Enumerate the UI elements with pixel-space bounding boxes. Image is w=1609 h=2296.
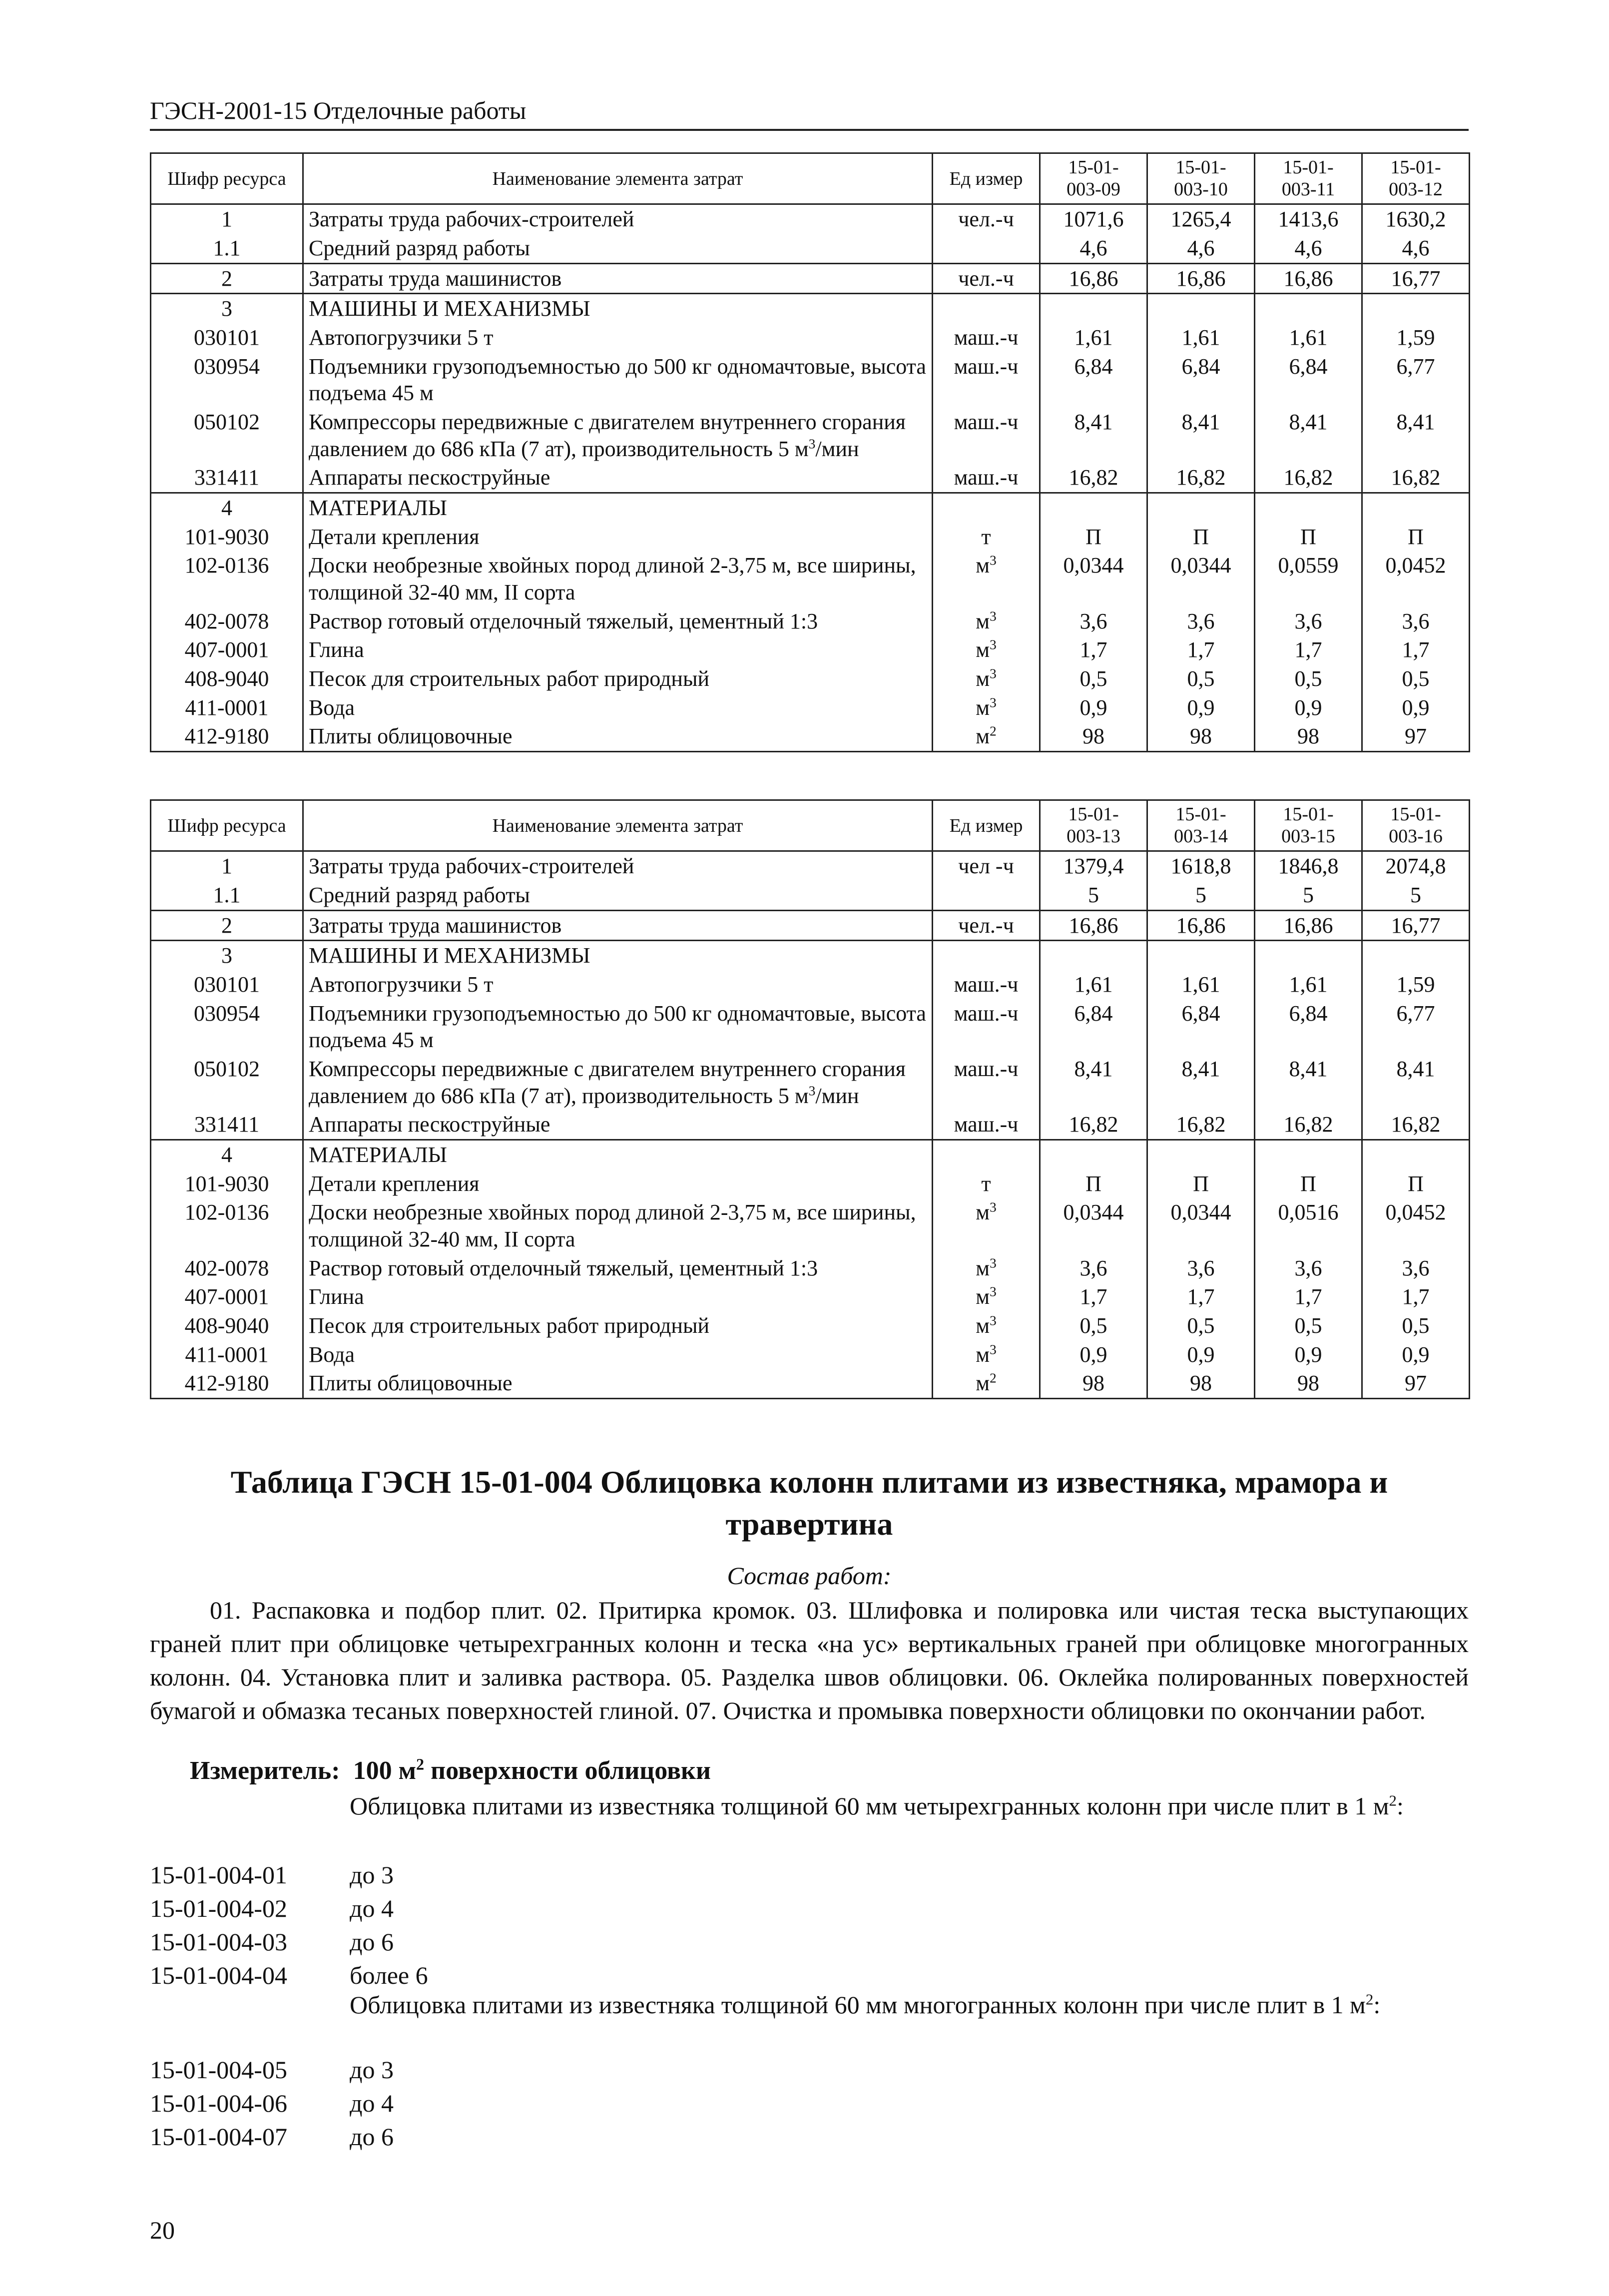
- resource-code-cell: 331411: [151, 463, 303, 493]
- norm-value-cell: 1,61: [1040, 323, 1147, 352]
- norm-value-cell: 1,7: [1040, 1282, 1147, 1311]
- norm-value-cell: 0,0516: [1255, 1198, 1362, 1253]
- norm-value-cell: 0,9: [1362, 693, 1470, 722]
- table-row: [151, 1254, 1470, 1283]
- column-header-norm-code: 15-01- 003-15: [1255, 800, 1362, 851]
- section-row: [151, 294, 1470, 323]
- resource-code-cell: 408-9040: [151, 664, 303, 693]
- resource-table-2: [150, 799, 1470, 1399]
- norm-value-cell: 0,0344: [1147, 551, 1255, 606]
- unit-cell: $м^3$: [933, 1254, 1040, 1283]
- resource-code-cell: 102-0136: [151, 551, 303, 606]
- resource-code-cell: 402-0078: [151, 607, 303, 636]
- running-header: ГЭСН-2001-15 Отделочные работы: [150, 96, 1469, 131]
- unit-cell: чел -ч: [933, 851, 1040, 881]
- cost-element-name-cell: Плиты облицовочные: [303, 1369, 933, 1398]
- norm-value-cell: 16,82: [1362, 463, 1470, 493]
- unit-cell: чел.-ч: [933, 910, 1040, 941]
- cost-element-name-cell: Затраты труда машинистов: [303, 263, 933, 294]
- cost-element-name-cell: Компрессоры передвижные с двигателем внутреннего сгорания давлением до 686 кПа (7 ат), производительность 5 $м^3$/мин: [303, 1055, 933, 1110]
- norm-value-cell: 16,77: [1362, 910, 1470, 941]
- unit-cell: $м^3$: [933, 1198, 1040, 1253]
- column-header-unit: Ед измер: [933, 800, 1040, 851]
- norm-value-cell: 6,84: [1040, 999, 1147, 1055]
- norm-value-cell: 0,5: [1040, 664, 1147, 693]
- norm-value-cell: 1413,6: [1255, 204, 1362, 234]
- unit-cell: т: [933, 1169, 1040, 1198]
- column-header-norm-code: 15-01- 003-16: [1362, 800, 1470, 851]
- norm-value-cell: 4,6: [1362, 234, 1470, 263]
- norm-value-cell: 6,84: [1040, 352, 1147, 408]
- norm-value-cell: [1255, 294, 1362, 323]
- norm-value-cell: 4,6: [1040, 234, 1147, 263]
- norm-value-cell: 0,9: [1040, 1340, 1147, 1369]
- norm-value-cell: 1265,4: [1147, 204, 1255, 234]
- unit-cell: маш.-ч: [933, 352, 1040, 408]
- norm-value-cell: П: [1255, 1169, 1362, 1198]
- norm-value-cell: 6,77: [1362, 999, 1470, 1055]
- unit-cell: чел.-ч: [933, 263, 1040, 294]
- section-title: Таблица ГЭСН 15-01-004 Облицовка колонн плитами из известняка, мрамора и травертина: [230, 1464, 1388, 1542]
- resource-code-cell: 411-0001: [151, 693, 303, 722]
- norm-value-cell: 1,7: [1255, 635, 1362, 664]
- unit-cell: маш.-ч: [933, 1055, 1040, 1110]
- norm-value-cell: 8,41: [1147, 408, 1255, 463]
- norm-value-cell: 1,7: [1147, 1282, 1255, 1311]
- norm-value-cell: 3,6: [1040, 607, 1147, 636]
- table-row: [151, 851, 1470, 881]
- norm-value-cell: 0,5: [1147, 664, 1255, 693]
- unit-cell: [933, 294, 1040, 323]
- cost-element-name-cell: Автопогрузчики 5 т: [303, 323, 933, 352]
- cost-element-name-cell: Затраты труда машинистов: [303, 910, 933, 941]
- unit-cell: $м^3$: [933, 693, 1040, 722]
- norm-value-cell: 16,86: [1255, 910, 1362, 941]
- table-row: [151, 1340, 1470, 1369]
- column-header-resource: Шифр ресурса: [151, 153, 303, 204]
- norm-value-cell: П: [1362, 523, 1470, 552]
- resource-code-cell: 407-0001: [151, 635, 303, 664]
- resource-code-cell: 412-9180: [151, 1369, 303, 1398]
- unit-cell: маш.-ч: [933, 323, 1040, 352]
- cost-element-name-cell: Песок для строительных работ природный: [303, 664, 933, 693]
- norm-value-cell: 97: [1362, 722, 1470, 751]
- resource-code-cell: 101-9030: [151, 523, 303, 552]
- table-row: [151, 204, 1470, 234]
- cost-element-name-cell: Доски необрезные хвойных пород длиной 2-3,75 м, все ширины, толщиной 32-40 мм, II сорта: [303, 551, 933, 606]
- norm-value-cell: 6,77: [1362, 352, 1470, 408]
- norm-value-cell: 3,6: [1362, 1254, 1470, 1283]
- norm-value-cell: [1040, 294, 1147, 323]
- unit-cell: [933, 234, 1040, 263]
- norm-value-cell: 3,6: [1255, 607, 1362, 636]
- unit-cell: [933, 881, 1040, 910]
- norm-value-cell: 1,61: [1147, 323, 1255, 352]
- norm-value-cell: 98: [1040, 1369, 1147, 1398]
- resource-code-cell: 2: [151, 263, 303, 294]
- norm-value-cell: 1071,6: [1040, 204, 1147, 234]
- resource-code-cell: 402-0078: [151, 1254, 303, 1283]
- norm-value-cell: [1255, 1140, 1362, 1169]
- unit-cell: т: [933, 523, 1040, 552]
- norm-value-cell: 0,9: [1255, 1340, 1362, 1369]
- norm-value-cell: 6,84: [1147, 352, 1255, 408]
- resource-code-cell: 1: [151, 204, 303, 234]
- norm-value-cell: 8,41: [1362, 408, 1470, 463]
- norm-value-cell: 16,82: [1362, 1110, 1470, 1140]
- norm-value-cell: 3,6: [1147, 607, 1255, 636]
- cost-element-name-cell: Вода: [303, 693, 933, 722]
- cost-element-name-cell: Средний разряд работы: [303, 234, 933, 263]
- cost-element-name-cell: Раствор готовый отделочный тяжелый, цементный 1:3: [303, 607, 933, 636]
- column-header-norm-code: 15-01- 003-11: [1255, 153, 1362, 204]
- norm-value-cell: 16,82: [1040, 1110, 1147, 1140]
- resource-code-cell: 4: [151, 493, 303, 523]
- column-header-norm-code: 15-01- 003-13: [1040, 800, 1147, 851]
- norm-value-cell: 0,5: [1255, 664, 1362, 693]
- norm-value-cell: [1040, 1140, 1147, 1169]
- meter-line: Измеритель: 100 $м^2$ поверхности облицовки: [190, 1755, 711, 1785]
- unit-cell: $м^3$: [933, 1340, 1040, 1369]
- cost-element-name-cell: Раствор готовый отделочный тяжелый, цементный 1:3: [303, 1254, 933, 1283]
- norm-value-cell: 16,82: [1040, 463, 1147, 493]
- resource-code-cell: 2: [151, 910, 303, 941]
- cost-element-name-cell: Детали крепления: [303, 1169, 933, 1198]
- norm-value-cell: 5: [1147, 881, 1255, 910]
- norm-value-cell: 98: [1255, 722, 1362, 751]
- unit-cell: $м^2$: [933, 722, 1040, 751]
- resource-code-cell: 412-9180: [151, 722, 303, 751]
- resource-table-1: [150, 152, 1470, 752]
- cost-element-name-cell: Затраты труда рабочих-строителей: [303, 851, 933, 881]
- unit-cell: маш.-ч: [933, 999, 1040, 1055]
- norm-value-cell: 0,5: [1362, 664, 1470, 693]
- meter-value: 100 м: [353, 1756, 417, 1785]
- table-row: [151, 263, 1470, 294]
- table-row: [151, 693, 1470, 722]
- norm-value-cell: 0,0344: [1040, 551, 1147, 606]
- norm-value-cell: 5: [1040, 881, 1147, 910]
- norm-value-cell: [1362, 941, 1470, 970]
- norm-value-cell: 2074,8: [1362, 851, 1470, 881]
- unit-cell: [933, 1140, 1040, 1169]
- table-row: [151, 1198, 1470, 1253]
- norm-code-line: 15-01-004-04 более 6: [150, 1961, 428, 1989]
- table-row: [151, 1169, 1470, 1198]
- unit-cell: чел.-ч: [933, 204, 1040, 234]
- norm-value-cell: 1,59: [1362, 323, 1470, 352]
- norm-value-cell: 98: [1255, 1369, 1362, 1398]
- norm-value-cell: 16,77: [1362, 263, 1470, 294]
- table-row: [151, 722, 1470, 751]
- norm-code-line: 15-01-004-07 до 6: [150, 2123, 394, 2151]
- norm-value-cell: 0,9: [1255, 693, 1362, 722]
- norm-value-cell: [1362, 493, 1470, 523]
- section-row: [151, 1140, 1470, 1169]
- norm-value-cell: 1,59: [1362, 970, 1470, 999]
- table-row: [151, 1311, 1470, 1340]
- norm-value-cell: 16,82: [1255, 1110, 1362, 1140]
- norm-value-cell: 16,82: [1255, 463, 1362, 493]
- cost-element-name-cell: Плиты облицовочные: [303, 722, 933, 751]
- norm-value-cell: [1040, 941, 1147, 970]
- norm-value-cell: 0,0452: [1362, 551, 1470, 606]
- norm-value-cell: 1,7: [1255, 1282, 1362, 1311]
- norm-value-cell: 1379,4: [1040, 851, 1147, 881]
- cost-element-name-cell: Аппараты пескоструйные: [303, 463, 933, 493]
- norm-value-cell: 98: [1147, 1369, 1255, 1398]
- norm-value-cell: П: [1147, 523, 1255, 552]
- resource-code-cell: 050102: [151, 408, 303, 463]
- norm-value-cell: 1,7: [1040, 635, 1147, 664]
- cost-element-name-cell: Подъемники грузоподъемностью до 500 кг одномачтовые, высота подъема 45 м: [303, 999, 933, 1055]
- table-row: [151, 910, 1470, 941]
- unit-cell: [933, 941, 1040, 970]
- norm-value-cell: 8,41: [1040, 408, 1147, 463]
- norm-value-cell: 3,6: [1147, 1254, 1255, 1283]
- cost-element-name-cell: Автопогрузчики 5 т: [303, 970, 933, 999]
- meter-label: Измеритель:: [190, 1756, 340, 1785]
- unit-cell: $м^2$: [933, 1369, 1040, 1398]
- table-row: [151, 607, 1470, 636]
- norm-value-cell: [1362, 294, 1470, 323]
- cost-element-name-cell: Глина: [303, 635, 933, 664]
- norm-value-cell: П: [1040, 523, 1147, 552]
- cost-element-name-cell: МАШИНЫ И МЕХАНИЗМЫ: [303, 294, 933, 323]
- table-row: [151, 970, 1470, 999]
- section-row: [151, 941, 1470, 970]
- norm-value-cell: [1040, 493, 1147, 523]
- norm-value-cell: 16,86: [1147, 910, 1255, 941]
- resource-code-cell: 3: [151, 294, 303, 323]
- norm-value-cell: 0,0559: [1255, 551, 1362, 606]
- norm-value-cell: П: [1255, 523, 1362, 552]
- column-header-norm-code: 15-01- 003-14: [1147, 800, 1255, 851]
- norm-value-cell: 1618,8: [1147, 851, 1255, 881]
- norm-value-cell: 16,86: [1255, 263, 1362, 294]
- norm-value-cell: 1,7: [1362, 1282, 1470, 1311]
- norm-code-line: 15-01-004-02 до 4: [150, 1894, 394, 1922]
- table-row: [151, 551, 1470, 606]
- norm-value-cell: П: [1362, 1169, 1470, 1198]
- cost-element-name-cell: Вода: [303, 1340, 933, 1369]
- norm-value-cell: [1147, 294, 1255, 323]
- norm-code-line: 15-01-004-05 до 3: [150, 2056, 394, 2084]
- norm-code-line: 15-01-004-06 до 4: [150, 2089, 394, 2117]
- resource-code-cell: 1: [151, 851, 303, 881]
- table-row: [151, 1369, 1470, 1398]
- resource-code-cell: 030101: [151, 970, 303, 999]
- norm-value-cell: 1,7: [1147, 635, 1255, 664]
- unit-cell: $м^3$: [933, 607, 1040, 636]
- section-row: [151, 493, 1470, 523]
- norm-value-cell: 1,61: [1255, 970, 1362, 999]
- table-row: [151, 523, 1470, 552]
- norm-value-cell: 0,9: [1147, 693, 1255, 722]
- norm-code-line: 15-01-004-03 до 6: [150, 1928, 394, 1956]
- norm-value-cell: 8,41: [1255, 1055, 1362, 1110]
- table-row: [151, 323, 1470, 352]
- norm-code-line: 15-01-004-01 до 3: [150, 1861, 394, 1889]
- norm-value-cell: 3,6: [1255, 1254, 1362, 1283]
- norm-value-cell: 1,61: [1255, 323, 1362, 352]
- resource-code-cell: 030101: [151, 323, 303, 352]
- resource-code-cell: 030954: [151, 999, 303, 1055]
- norm-value-cell: 3,6: [1362, 607, 1470, 636]
- unit-cell: $м^3$: [933, 664, 1040, 693]
- cost-element-name-cell: Затраты труда рабочих-строителей: [303, 204, 933, 234]
- resource-code-cell: 1.1: [151, 234, 303, 263]
- norm-value-cell: 16,82: [1147, 463, 1255, 493]
- unit-cell: $м^3$: [933, 635, 1040, 664]
- table-row: [151, 463, 1470, 493]
- composition-text: 01. Распаковка и подбор плит. 02. Притирка кромок. 03. Шлифовка и полировка или чистая теска выступающих граней плит при облицовке четырехгранных колонн и теска «на ус» вертикальных граней при облицовке многогранных колонн. 04. Установка плит и заливка раствора. 05. Разделка швов облицовки. 06. Оклейка полированных поверхностей бумагой и обмазка тесаных поверхностей глиной. 07. Очистка и промывка поверхности облицовки по окончании работ.: [150, 1596, 1469, 1724]
- column-header-resource: Шифр ресурса: [151, 800, 303, 851]
- norm-value-cell: 16,82: [1147, 1110, 1255, 1140]
- norm-value-cell: 8,41: [1362, 1055, 1470, 1110]
- resource-code-cell: 331411: [151, 1110, 303, 1140]
- norm-value-cell: 3,6: [1040, 1254, 1147, 1283]
- unit-cell: $м^3$: [933, 1311, 1040, 1340]
- unit-cell: маш.-ч: [933, 463, 1040, 493]
- column-header-name: Наименование элемента затрат: [303, 153, 933, 204]
- norm-value-cell: 1,7: [1362, 635, 1470, 664]
- column-header-norm-code: 15-01- 003-10: [1147, 153, 1255, 204]
- norm-value-cell: 0,0452: [1362, 1198, 1470, 1253]
- resource-code-cell: 408-9040: [151, 1311, 303, 1340]
- norm-value-cell: 6,84: [1255, 999, 1362, 1055]
- norm-value-cell: 98: [1040, 722, 1147, 751]
- page-number: 20: [150, 2216, 175, 2244]
- norm-value-cell: [1255, 493, 1362, 523]
- column-header-norm-code: 15-01- 003-12: [1362, 153, 1470, 204]
- table-row: [151, 408, 1470, 463]
- resource-code-cell: 407-0001: [151, 1282, 303, 1311]
- cost-element-name-cell: Компрессоры передвижные с двигателем внутреннего сгорания давлением до 686 кПа (7 ат), производительность 5 $м^3$/мин: [303, 408, 933, 463]
- norm-value-cell: 4,6: [1255, 234, 1362, 263]
- cost-element-name-cell: МАШИНЫ И МЕХАНИЗМЫ: [303, 941, 933, 970]
- norm-value-cell: 1,61: [1147, 970, 1255, 999]
- norm-value-cell: 1,61: [1040, 970, 1147, 999]
- cost-element-name-cell: МАТЕРИАЛЫ: [303, 493, 933, 523]
- norm-value-cell: 6,84: [1255, 352, 1362, 408]
- norm-value-cell: 0,5: [1040, 1311, 1147, 1340]
- norm-value-cell: 0,5: [1362, 1311, 1470, 1340]
- norm-value-cell: 16,86: [1147, 263, 1255, 294]
- norm-value-cell: 16,86: [1040, 910, 1147, 941]
- column-header-norm-code: 15-01- 003-09: [1040, 153, 1147, 204]
- norm-value-cell: П: [1147, 1169, 1255, 1198]
- norm-value-cell: [1362, 1140, 1470, 1169]
- norm-value-cell: 0,9: [1362, 1340, 1470, 1369]
- resource-code-cell: 030954: [151, 352, 303, 408]
- table-row: [151, 881, 1470, 910]
- unit-cell: маш.-ч: [933, 408, 1040, 463]
- norm-value-cell: [1147, 493, 1255, 523]
- resource-code-cell: 1.1: [151, 881, 303, 910]
- norm-value-cell: [1255, 941, 1362, 970]
- norm-value-cell: 8,41: [1255, 408, 1362, 463]
- cost-element-name-cell: Детали крепления: [303, 523, 933, 552]
- column-header-name: Наименование элемента затрат: [303, 800, 933, 851]
- cost-element-name-cell: МАТЕРИАЛЫ: [303, 1140, 933, 1169]
- norm-value-cell: [1147, 1140, 1255, 1169]
- cost-element-name-cell: Песок для строительных работ природный: [303, 1311, 933, 1340]
- resource-code-cell: 050102: [151, 1055, 303, 1110]
- norm-value-cell: 6,84: [1147, 999, 1255, 1055]
- composition-label: Состав работ:: [727, 1562, 892, 1590]
- unit-cell: $м^3$: [933, 1282, 1040, 1311]
- table-row: [151, 234, 1470, 263]
- table-row: [151, 1110, 1470, 1140]
- cost-element-name-cell: Подъемники грузоподъемностью до 500 кг одномачтовые, высота подъема 45 м: [303, 352, 933, 408]
- norm-value-cell: П: [1040, 1169, 1147, 1198]
- table-row: [151, 352, 1470, 408]
- resource-code-cell: 101-9030: [151, 1169, 303, 1198]
- norm-value-cell: 0,0344: [1147, 1198, 1255, 1253]
- norm-value-cell: 98: [1147, 722, 1255, 751]
- resource-code-cell: 3: [151, 941, 303, 970]
- norm-value-cell: [1147, 941, 1255, 970]
- table-row: [151, 1282, 1470, 1311]
- column-header-unit: Ед измер: [933, 153, 1040, 204]
- norm-value-cell: 8,41: [1040, 1055, 1147, 1110]
- group-description-1: Облицовка плитами из известняка толщиной 60 мм четырехгранных колонн при числе плит в 1 $м^2$:: [350, 1791, 1404, 1820]
- resource-code-cell: 102-0136: [151, 1198, 303, 1253]
- cost-element-name-cell: Глина: [303, 1282, 933, 1311]
- table-row: [151, 635, 1470, 664]
- norm-value-cell: 5: [1362, 881, 1470, 910]
- norm-value-cell: 0,9: [1147, 1340, 1255, 1369]
- norm-value-cell: 0,5: [1147, 1311, 1255, 1340]
- cost-element-name-cell: Аппараты пескоструйные: [303, 1110, 933, 1140]
- table-row: [151, 999, 1470, 1055]
- unit-cell: маш.-ч: [933, 1110, 1040, 1140]
- norm-value-cell: 4,6: [1147, 234, 1255, 263]
- norm-value-cell: 8,41: [1147, 1055, 1255, 1110]
- cost-element-name-cell: Доски необрезные хвойных пород длиной 2-3,75 м, все ширины, толщиной 32-40 мм, II сорта: [303, 1198, 933, 1253]
- group-description-2: Облицовка плитами из известняка толщиной 60 мм многогранных колонн при числе плит в 1 $м^2$:: [350, 1990, 1381, 2019]
- norm-value-cell: 97: [1362, 1369, 1470, 1398]
- table-header-row: [151, 800, 1470, 851]
- norm-value-cell: 16,86: [1040, 263, 1147, 294]
- norm-value-cell: 1846,8: [1255, 851, 1362, 881]
- resource-code-cell: 411-0001: [151, 1340, 303, 1369]
- norm-value-cell: 0,9: [1040, 693, 1147, 722]
- resource-code-cell: 4: [151, 1140, 303, 1169]
- table-row: [151, 664, 1470, 693]
- norm-value-cell: 0,5: [1255, 1311, 1362, 1340]
- table-row: [151, 1055, 1470, 1110]
- cost-element-name-cell: Средний разряд работы: [303, 881, 933, 910]
- norm-value-cell: 0,0344: [1040, 1198, 1147, 1253]
- norm-value-cell: 5: [1255, 881, 1362, 910]
- unit-cell: [933, 493, 1040, 523]
- unit-cell: $м^3$: [933, 551, 1040, 606]
- unit-cell: маш.-ч: [933, 970, 1040, 999]
- norm-value-cell: 1630,2: [1362, 204, 1470, 234]
- table-header-row: [151, 153, 1470, 204]
